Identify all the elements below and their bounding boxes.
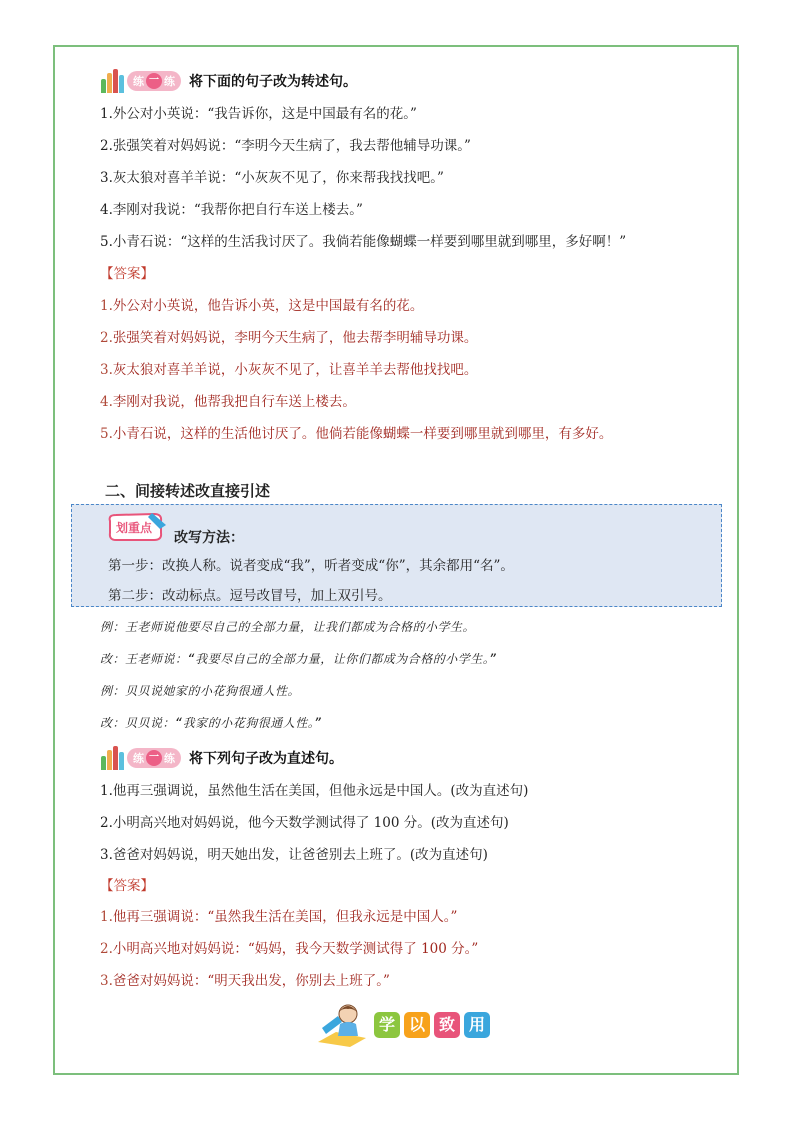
answer-number: 1. <box>100 298 113 314</box>
answer-number: 3. <box>100 973 113 989</box>
badge-right-char: 练 <box>164 752 175 765</box>
highlight-badge-text: 划重点 <box>115 521 153 535</box>
answer-text: 他再三强调说：“虽然我生活在美国，但我永远是中国人。” <box>112 909 458 925</box>
answer-number: 5. <box>100 426 113 442</box>
practice-title: 将下列句子改为直述句。 <box>189 751 343 767</box>
badge-right-char: 练 <box>164 75 175 88</box>
highlight-badge-icon <box>106 511 168 543</box>
answer-number: 3. <box>100 362 113 378</box>
answer-text: 李刚对我说，他帮我把自行车送上楼去。 <box>112 394 356 410</box>
practice-pill <box>127 71 181 91</box>
answer-item <box>100 908 457 926</box>
practice-badge-1 <box>101 68 357 94</box>
question-item: 1.他再三强调说，虽然他生活在美国，但他永远是中国人。(改为直述句) <box>100 783 529 799</box>
badge-left-char: 练 <box>133 752 144 765</box>
badge-mid-char: 一 <box>146 73 162 89</box>
answer-text: 张强笑着对妈妈说，李明今天生病了，他去帮李明辅导功课。 <box>112 330 478 346</box>
practice-badge-2 <box>101 745 343 771</box>
answer-text: 爸爸对妈妈说：“明天我出发，你别去上班了。” <box>112 973 390 989</box>
method-step: 第二步：改动标点。逗号改冒号，加上双引号。 <box>108 588 392 604</box>
answer-header: 【答案】 <box>100 878 154 894</box>
logo-tiles <box>374 1012 494 1038</box>
question-item: 5.小青石说：“这样的生活我讨厌了。我倘若能像蝴蝶一样要到哪里就到哪里，多好啊！” <box>100 234 627 250</box>
question-item: 4.李刚对我说：“我帮你把自行车送上楼去。” <box>100 202 363 218</box>
badge-mid-char: 一 <box>146 750 162 766</box>
answer-number: 1. <box>100 909 113 925</box>
logo-tile: 用 <box>464 1012 490 1038</box>
example-line: 例：贝贝说她家的小花狗很通人性。 <box>100 684 301 698</box>
logo-tile: 以 <box>404 1012 430 1038</box>
question-item: 2.张强笑着对妈妈说：“李明今天生病了，我去帮他辅导功课。” <box>100 138 471 154</box>
logo-tile: 致 <box>434 1012 460 1038</box>
answer-text: 外公对小英说，他告诉小英，这是中国最有名的花。 <box>112 298 424 314</box>
example-line: 改：贝贝说：“我家的小花狗很通人性。” <box>100 716 322 730</box>
pencils-icon <box>101 69 125 93</box>
answer-number: 2. <box>100 941 113 957</box>
answer-number: 4. <box>100 394 113 410</box>
pencils-icon <box>101 746 125 770</box>
answer-item <box>100 329 477 347</box>
answer-item <box>100 425 612 443</box>
question-item: 1.外公对小英说：“我告诉你，这是中国最有名的花。” <box>100 106 417 122</box>
question-item: 2.小明高兴地对妈妈说，他今天数学测试得了 100 分。(改为直述句) <box>100 815 509 831</box>
answer-text: 小青石说，这样的生活他讨厌了。他倘若能像蝴蝶一样要到哪里就到哪里，有多好。 <box>112 426 613 442</box>
student-illustration-icon <box>316 1002 370 1048</box>
answer-text: 灰太狼对喜羊羊说，小灰灰不见了，让喜羊羊去帮他找找吧。 <box>112 362 478 378</box>
footer-logo <box>316 1002 494 1048</box>
answer-item <box>100 297 423 315</box>
question-item: 3.爸爸对妈妈说，明天她出发，让爸爸别去上班了。(改为直述句) <box>100 847 488 863</box>
question-item: 3.灰太狼对喜羊羊说：“小灰灰不见了，你来帮我找找吧。” <box>100 170 444 186</box>
answer-item <box>100 393 356 411</box>
answer-text: 小明高兴地对妈妈说：“妈妈，我今天数学测试得了 100 分。” <box>112 941 479 957</box>
section-title: 二、间接转述改直接引述 <box>105 482 271 500</box>
example-line: 例：王老师说他要尽自己的全部力量，让我们都成为合格的小学生。 <box>100 620 476 634</box>
answer-item <box>100 972 390 990</box>
example-line: 改：王老师说：“我要尽自己的全部力量，让你们都成为合格的小学生。” <box>100 652 497 666</box>
answer-number: 2. <box>100 330 113 346</box>
practice-pill <box>127 748 181 768</box>
answer-item <box>100 940 478 958</box>
badge-left-char: 练 <box>133 75 144 88</box>
answer-item <box>100 361 477 379</box>
answer-header: 【答案】 <box>100 266 154 282</box>
logo-tile: 学 <box>374 1012 400 1038</box>
method-title: 改写方法： <box>174 530 244 546</box>
practice-title: 将下面的句子改为转述句。 <box>189 74 357 90</box>
method-step: 第一步：改换人称。说者变成“我”，听者变成“你”，其余都用“名”。 <box>108 558 514 574</box>
